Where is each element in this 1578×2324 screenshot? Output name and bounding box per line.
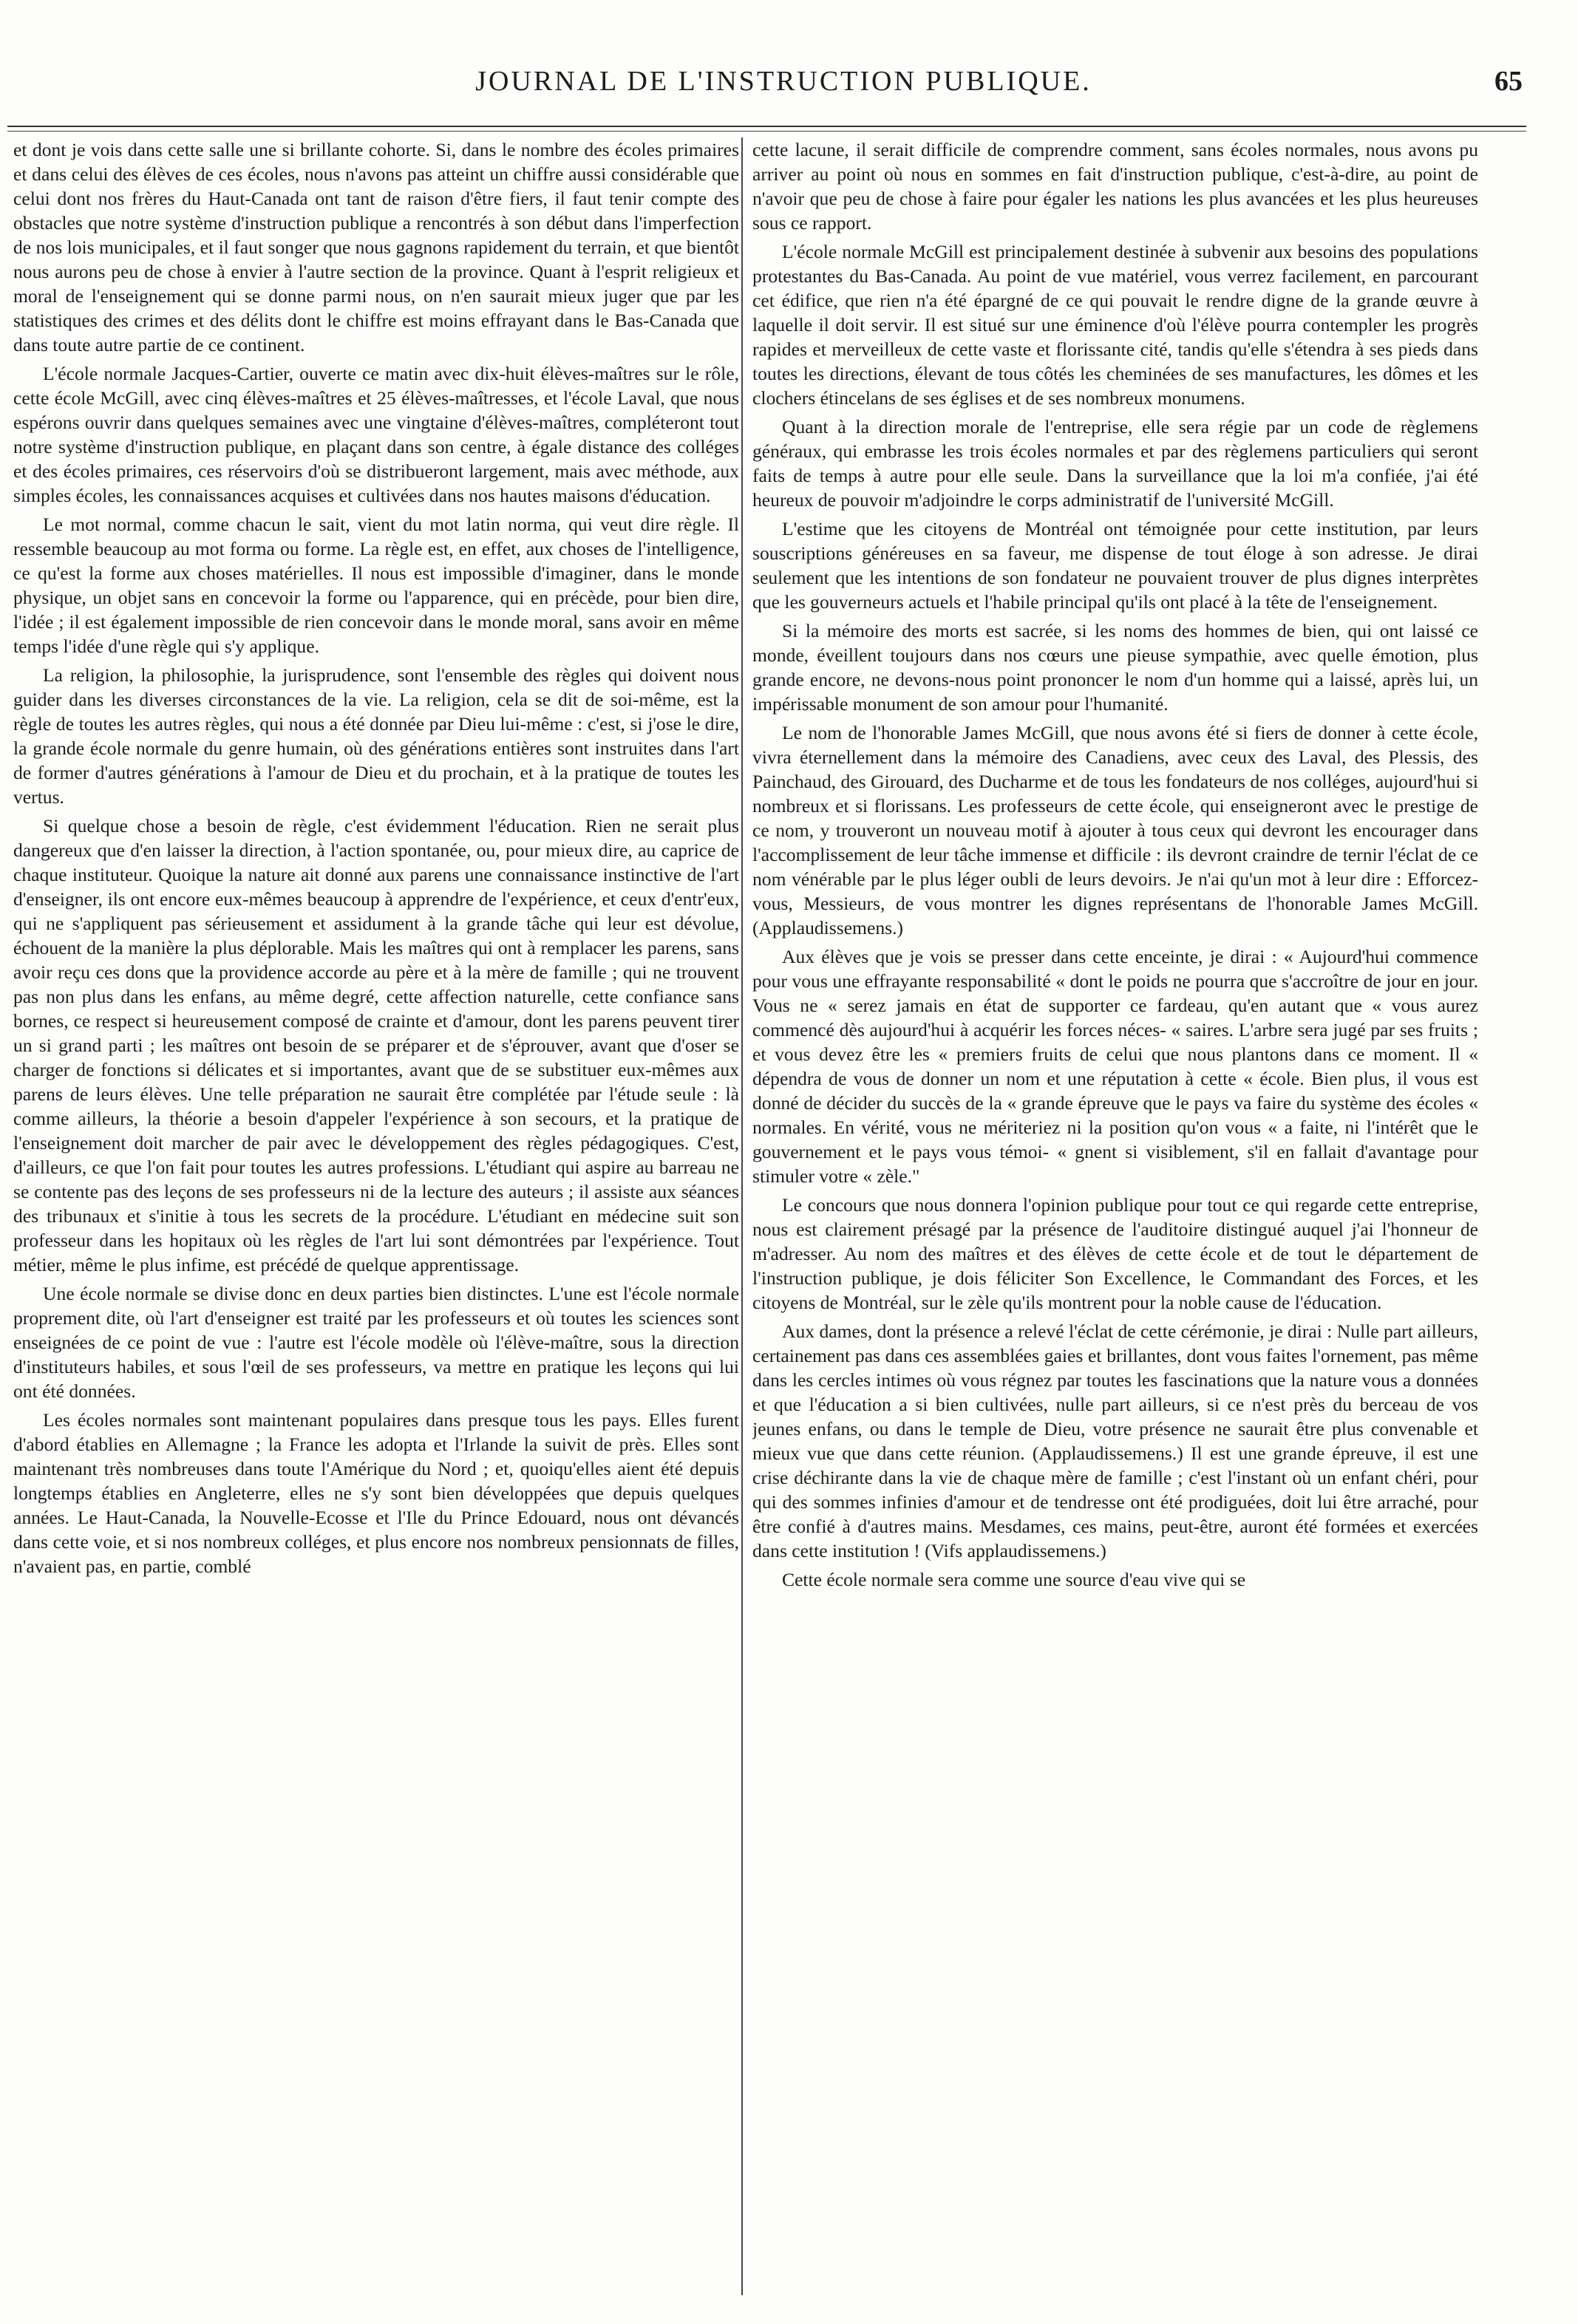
header-rule-thin xyxy=(7,131,1526,132)
paragraph: Si quelque chose a besoin de règle, c'est évidemment l'éducation. Rien ne serait plus dangereux que d'en laisser la direction, à l'action spontanée, ou, pour mieux dire, au caprice de chaque instituteur. Quoique la nature ait donné aux parens une connaissance instinctive de l'art d'enseigner, ils ont encore eux-mêmes beaucoup à apprendre de l'expérience, et ceux d'entr'eux, qui ne s'appliquent pas sérieusement et assidument à la grande tâche qui leur est dévolue, échouent de la manière la plus déplorable. Mais les maîtres qui ont à remplacer les parens, sans avoir reçu ces dons que la providence accorde au père et à la mère de famille ; qui ne trouvent pas non plus dans les enfans, au même degré, cette affection naturelle, cette confiance sans bornes, ce respect si heureusement composé de crainte et d'amour, dont les parens peuvent tirer un si grand parti ; les maîtres ont besoin de se préparer et de s'éprouver, avant que d'oser se charger de fonctions si délicates et si importantes, avant que de se substituer eux-mêmes aux parens de leurs élèves. Une telle préparation ne saurait être complétée par l'étude seule : là comme ailleurs, la théorie a besoin d'appeler l'expérience à son secours, et la pratique de l'enseignement doit marcher de pair avec le développement des règles pédagogiques. C'est, d'ailleurs, ce que l'on fait pour toutes les autres professions. L'étudiant qui aspire au barreau ne se contente pas des leçons de ses professeurs ni de la lecture des auteurs ; il assiste aux séances des tribunaux et s'initie à tous les secrets de la procédure. L'étudiant en médecine suit son professeur dans les hopitaux où les règles de l'art lui sont démontrées par l'expérience. Tout métier, même le plus infime, est précédé de quelque apprentissage. xyxy=(13,815,739,1275)
paragraph: Les écoles normales sont maintenant populaires dans presque tous les pays. Elles furent d'abord établies en Allemagne ; la France les adopta et l'Irlande la suivit de près. Elles sont maintenant très nombreuses dans toute l'Amérique du Nord ; et, quoiqu'elles aient été depuis longtemps établies en Angleterre, elles ne s'y sont bien développées que depuis quelques années. Le Haut-Canada, la Nouvelle-Ecosse et l'Ile du Prince Edouard, nous ont dévancés dans cette voie, et si nos nombreux colléges, et plus encore nos nombreux pensionnats de filles, n'avaient pas, en partie, comblé xyxy=(13,1409,739,1577)
paragraph: Le concours que nous donnera l'opinion publique pour tout ce qui regarde cette entreprise, nous est clairement présagé par la présence de l'auditoire distingué auquel j'ai l'honneur de m'adresser. Au nom des maîtres et des élèves de cette école et de tout le département de l'instruction publique, je dois féliciter Son Excellence, le Commandant des Forces, et les citoyens de Montréal, sur le zèle qu'ils montrent pour la noble cause de l'éducation. xyxy=(752,1194,1478,1313)
page-header xyxy=(44,65,1523,109)
column-divider xyxy=(741,137,743,2295)
paragraph: L'école normale Jacques-Cartier, ouverte ce matin avec dix-huit élèves-maîtres sur le rôle, cette école McGill, avec cinq élèves-maîtres et 25 élèves-maîtresses, et l'école Laval, que nous espérons ouvrir dans quelques semaines avec une vingtaine d'élèves-maîtres, compléteront tout notre système d'instruction publique, en plaçant dans son centre, à égale distance des colléges et des écoles primaires, ces réservoirs d'où se distribueront largement, mais avec méthode, aux simples écoles, les connaissances acquises et cultivées dans nos hautes maisons d'éducation. xyxy=(13,363,739,506)
right-column xyxy=(752,137,1478,2295)
paragraph: La religion, la philosophie, la jurisprudence, sont l'ensemble des règles qui doivent nous guider dans les diverses circonstances de la vie. La religion, cela se dit de soi-même, est la règle de toutes les autres règles, qui nous a été donnée par Dieu lui-même : c'est, si j'ose le dire, la grande école normale du genre humain, où des générations entières sont instruites dans l'art de former d'autres générations à l'amour de Dieu et du prochain, et à la pratique de toutes les vertus. xyxy=(13,664,739,808)
left-column xyxy=(13,137,739,2295)
paragraph: L'école normale McGill est principalement destinée à subvenir aux besoins des populations protestantes du Bas-Canada. Au point de vue matériel, vous verrez facilement, en parcourant cet édifice, que rien n'a été épargné de ce qui pouvait le rendre digne de la grande œuvre à laquelle il doit servir. Il est situé sur une éminence d'où l'élève pourra contempler les progrès rapides et merveilleux de cette vaste et florissante cité, tandis qu'elle s'étendra à ses pieds dans toutes les directions, élevant de tous côtés les cheminées de ses manufactures, les dômes et les clochers étincelans de ses églises et de ses nombreux monumens. xyxy=(752,241,1478,409)
paragraph: Cette école normale sera comme une source d'eau vive qui se xyxy=(782,1569,1246,1590)
paragraph: L'estime que les citoyens de Montréal ont témoignée pour cette institution, par leurs souscriptions généreuses en sa faveur, me dispense de tout éloge à son adresse. Je dirai seulement que les intentions de son fondateur ne pouvaient trouver de plus dignes interprètes que les gouverneurs actuels et l'habile principal qu'ils ont placé à la tête de l'enseignement. xyxy=(752,518,1478,613)
page-number: 65 xyxy=(1494,66,1523,97)
paragraph: Aux dames, dont la présence a relevé l'éclat de cette cérémonie, je dirai : Nulle part ailleurs, certainement pas dans ces assemblées gaies et brillantes, dont vous faites l'ornement, pas même dans les cercles intimes où vous régnez par toutes les fascinations que la nature vous a données et que l'éducation a si bien cultivées, nulle part ailleurs, si ce n'est près du berceau de vos jeunes enfans, ou dans le temple de Dieu, votre présence ne saurait être plus convenable et mieux vue que dans cette réunion. (Applaudissemens.) Il est une grande épreuve, il est une crise déchirante dans la vie de chaque mère de famille ; c'est l'instant où un enfant chéri, pour qui des sommes infinies d'amour et de tendresse ont été prodiguées, doit lui être arraché, pour être confié à d'autres mains. Mesdames, ces mains, peut-être, auront été formées et exercées dans cette institution ! (Vifs applaudissemens.) xyxy=(752,1321,1478,1561)
paragraph: Une école normale se divise donc en deux parties bien distinctes. L'une est l'école normale proprement dite, où l'art d'enseigner est traité par les professeurs et où toutes les sciences sont enseignées de ce point de vue : l'autre est l'école modèle où l'élève-maître, sous la direction d'instituteurs habiles, et sous l'œil de ses professeurs, va mettre en pratique les leçons qui lui ont été données. xyxy=(13,1283,739,1402)
paragraph: Le mot normal, comme chacun le sait, vient du mot latin norma, qui veut dire règle. Il ressemble beaucoup au mot forma ou forme. La règle est, en effet, aux choses de l'intelligence, ce qu'est la forme aux choses matérielles. Il nous est impossible d'imaginer, dans le monde physique, un objet sans en concevoir la forme ou l'apparence, qui en précède, pour bien dire, l'idée ; il est également impossible de rien concevoir dans le monde moral, sans avoir en même temps l'idée d'une règle qui s'y applique. xyxy=(13,514,739,657)
quoted-paragraph: Aux élèves que je vois se presser dans cette enceinte, je dirai : « Aujourd'hui commence pour vous une effrayante responsabilité « dont le poids ne pourra que s'accroître de jour en jour. Vous ne « serez jamais en état de supporter ce fardeau, qu'en autant que « vous aurez commencé dès aujourd'hui à acquérir les forces néces- « saires. L'arbre sera jugé par ses fruits ; et vous devez être les « premiers fruits de celui que nous plantons dans ce moment. Il « dépendra de vous de donner un nom et une réputation à cette « école. Bien plus, il vous est donné de décider du succès de la « grande épreuve que le pays va faire du système des écoles « normales. En vérité, vous ne mériteriez ni la position qu'on vous « a faite, ni l'intérêt que le gouvernement et le pays vous témoi- « gnent si visiblement, s'il en fallait d'avantage pour stimuler votre « zèle." xyxy=(752,946,1478,1187)
running-title: JOURNAL DE L'INSTRUCTION PUBLIQUE. xyxy=(475,66,1092,97)
paragraph: Quant à la direction morale de l'entreprise, elle sera régie par un code de règlemens généraux, qui embrasse les trois écoles normales et par des règlemens particuliers qui seront faits de temps à autre pour elle seule. Dans la surveillance que la loi m'a confiée, j'ai été heureux de pouvoir m'adjoindre le corps administratif de l'université McGill. xyxy=(752,416,1478,511)
header-rule xyxy=(7,126,1526,127)
paragraph: et dont je vois dans cette salle une si brillante cohorte. Si, dans le nombre des écoles primaires et dans celui des élèves de ces écoles, nous n'avons pas atteint un chiffre aussi considérable que celui dont nos frères du Haut-Canada ont tant de raison d'être fiers, il faut tenir compte des obstacles que notre système d'instruction publique a rencontrés à son début dans l'imperfection de nos lois municipales, et il faut songer que nous gagnons rapidement du terrain, et que bientôt nous aurons peu de chose à envier à l'autre section de la province. Quant à l'esprit religieux et moral de l'enseignement qui se donne parmi nous, on n'en saurait mieux juger que par les statistiques des crimes et des délits dont le chiffre est moins effrayant dans le Bas-Canada que dans toute autre partie de ce continent. xyxy=(13,139,739,355)
paragraph: Si la mémoire des morts est sacrée, si les noms des hommes de bien, qui ont laissé ce monde, éveillent toujours dans nos cœurs une pieuse sympathie, avec quelle émotion, plus grande encore, ne devons-nous point prononcer le nom d'un homme qui a laissé, après lui, un impérissable monument de son amour pour l'humanité. xyxy=(752,620,1478,715)
paragraph: Le nom de l'honorable James McGill, que nous avons été si fiers de donner à cette école, vivra éternellement dans la mémoire des Canadiens, avec ceux des Laval, des Plessis, des Painchaud, des Girouard, des Ducharme et de tous les fondateurs de nos colléges, aujourd'hui si nombreux et si florissans. Les professeurs de cette école, qui enseigneront avec le prestige de ce nom, y trouveront un nouveau motif à ajouter à tous ceux qui devront les encourager dans l'accomplissement de leur tâche immense et difficile : ils devront craindre de ternir l'éclat de ce nom vénérable par le plus léger oubli de leurs devoirs. Je n'ai qu'un mot à leur dire : Efforcez-vous, Messieurs, de vous montrer les dignes représentans de l'honorable James McGill. (Applaudissemens.) xyxy=(752,722,1478,938)
paragraph: cette lacune, il serait difficile de comprendre comment, sans écoles normales, nous avons pu arriver au point où nous en sommes en fait d'instruction publique, c'est-à-dire, au point de n'avoir que peu de chose à faire pour égaler les nations les plus avancées et les plus heureuses sous ce rapport. xyxy=(752,139,1478,234)
